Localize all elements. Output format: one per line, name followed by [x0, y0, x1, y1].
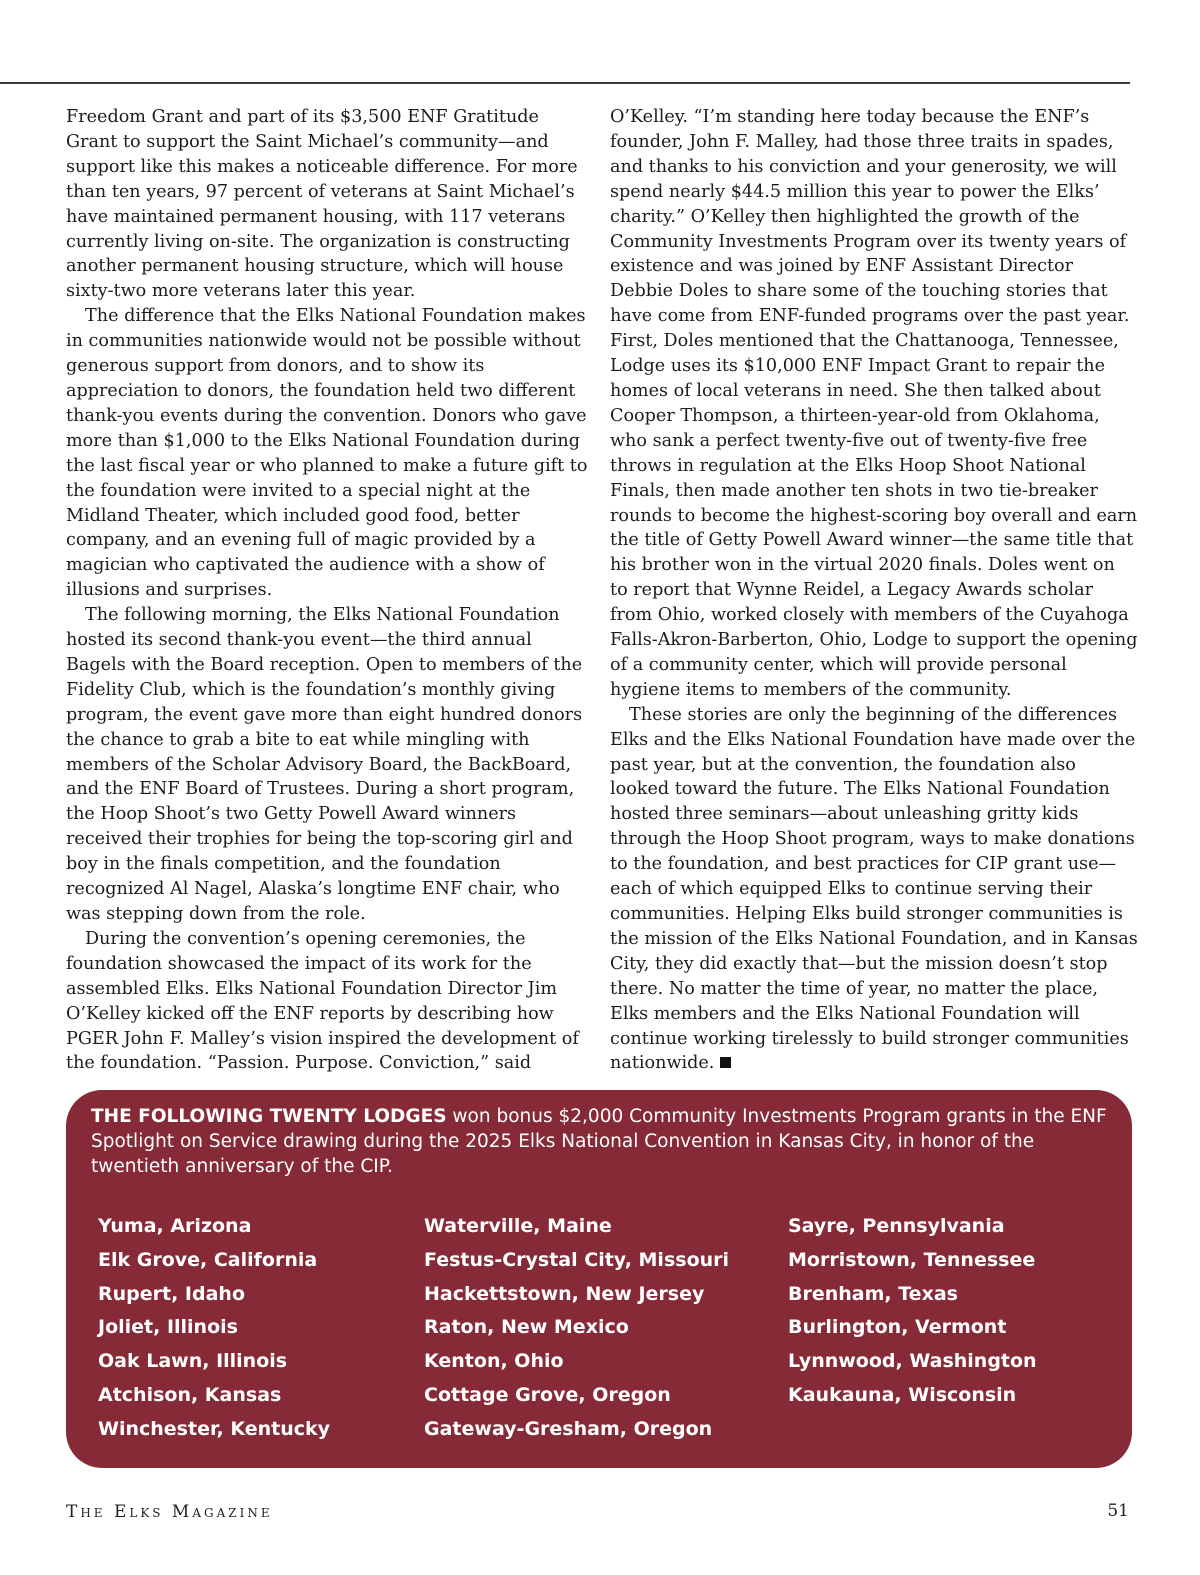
lodge-list-item: Gateway-Gresham, Oregon [424, 1417, 713, 1440]
lodge-list-item: Kaukauna, Wisconsin [788, 1383, 1017, 1406]
lodge-list-item: Waterville, Maine [424, 1215, 612, 1237]
lodge-list-column-2 [424, 1210, 729, 1447]
lodge-list-item: Burlington, Vermont [788, 1316, 1007, 1339]
lodge-list-item: Lynnwood, Washington [788, 1350, 1037, 1373]
lodge-list-item: Yuma, Arizona [98, 1215, 252, 1237]
footer-page-number: 51 [1107, 1501, 1129, 1521]
lodge-list-item: Morristown, Tennessee [788, 1248, 1036, 1271]
lodges-callout-box [66, 1090, 1132, 1468]
lodge-list-column-1 [98, 1210, 330, 1447]
article-paragraph: During the convention’s opening ceremonies, the foundation showcased the impact of its work for the assembled Elks. Elks National Foundation Director Jim O’Kelley kicked off the ENF reports by describing how PGER John F. Malley’s vision inspired the development of the foundation. “Passion. Purpose. Conviction,” said [66, 928, 579, 1074]
lodge-list-item: Festus-Crystal City, Missouri [424, 1248, 730, 1271]
end-of-article-square-icon [720, 1057, 731, 1068]
lodge-list-item: Joliet, Illinois [98, 1316, 238, 1339]
article-paragraph-text: These stories are only the beginning of the differences Elks and the Elks National Foundation have made over the past year, but at the convention, the foundation also looked toward the future. The Elks National Foundation hosted three seminars—about unleashing gritty kids through the Hoop Shoot program, ways to make donations to the foundation, and best practices for CIP grant use—each of which equipped Elks to continue serving their communities. Helping Elks build stronger communities is the mission of the Elks National Foundation, and in Kansas City, they did exactly that—but the mission doesn’t stop there. No matter the time of year, no matter the place, Elks members and the Elks National Foundation will continue working tirelessly to build stronger communities nationwide. [610, 704, 1138, 1074]
article-paragraph: The following morning, the Elks National Foundation hosted its second thank-you event—the third annual Bagels with the Board reception. Open to members of the Fidelity Club, which is the foundation’s monthly giving program, the event gave more than eight hundred donors the chance to grab a bite to eat while mingling with members of the Scholar Advisory Board, the BackBoard, and the ENF Board of Trustees. During a short program, the Hoop Shoot’s two Getty Powell Award winners received their trophies for being the top-scoring girl and boy in the finals competition, and the foundation recognized Al Nagel, Alaska’s longtime ENF chair, who was stepping down from the role. [66, 605, 583, 924]
article-paragraph: O’Kelley. “I’m standing here today because the ENF’s founder, John F. Malley, had those three traits in spades, and thanks to his conviction and your generosity, we will spend nearly $44.5 million this year to power the Elks’ charity.” O’Kelley then highlighted the growth of the Community Investments Program over its twenty years of existence and was joined by ENF Assistant Director Debbie Doles to share some of the touching stories that have come from ENF-funded programs over the past year. First, Doles mentioned that the Chattanooga, Tennessee, Lodge uses its $10,000 ENF Impact Grant to repair the homes of local veterans in need. She then talked about Cooper Thompson, a thirteen-year-old from Oklahoma, who sank a perfect twenty-five out of twenty-five free throws in regulation at the Elks Hoop Shoot National Finals, then made another ten shots in two tie-breaker rounds to become the highest-scoring boy overall and earn the title of Getty Powell Award winner—the same title that his brother won in the virtual 2020 finals. Doles went on to report that Wynne Reidel, a Legacy Awards scholar from Ohio, worked closely with members of the Cuyahoga Falls-Akron-Barberton, Ohio, Lodge to support the opening of a community center, which will provide personal hygiene items to members of the community. [610, 107, 1138, 700]
lodge-list-column-3 [788, 1210, 1037, 1413]
article-column-right [610, 105, 1138, 1076]
header-rule [0, 82, 1130, 84]
callout-lead: THE FOLLOWING TWENTY LODGES [91, 1106, 447, 1127]
lodge-list-item: Cottage Grove, Oregon [424, 1383, 671, 1406]
lodge-list-item: Sayre, Pennsylvania [788, 1215, 1005, 1237]
lodge-list-item: Hackettstown, New Jersey [424, 1282, 705, 1305]
lodge-list-item: Oak Lawn, Illinois [98, 1350, 288, 1373]
callout-intro-text: won bonus $2,000 Community Investments Program grants in the ENF Spotlight on Service drawing during the 2025 Elks National Convention in Kansas City, in honor of the twentieth anniversary of the CIP. [91, 1106, 1107, 1177]
article-column-left [66, 105, 594, 1076]
article-paragraph-final [610, 703, 1138, 1077]
lodge-list-item: Atchison, Kansas [98, 1383, 282, 1406]
lodge-list-item: Raton, New Mexico [424, 1316, 629, 1339]
callout-intro [91, 1104, 1111, 1179]
lodge-list-item: Winchester, Kentucky [98, 1417, 331, 1440]
lodge-list-item: Brenham, Texas [788, 1282, 958, 1305]
article-paragraph: Freedom Grant and part of its $3,500 ENF Gratitude Grant to support the Saint Michael’s community—and support like this makes a noticeable difference. For more than ten years, 97 percent of veterans at Saint Michael’s have maintained permanent housing, with 117 veterans currently living on-site. The organization is constructing another permanent housing structure, which will house sixty-two more veterans later this year. [66, 107, 578, 302]
lodge-list-item: Kenton, Ohio [424, 1350, 564, 1373]
lodge-list-item: Elk Grove, California [98, 1248, 318, 1271]
lodge-list-item: Rupert, Idaho [98, 1282, 245, 1305]
footer-magazine-name: The Elks Magazine [66, 1502, 273, 1522]
article-paragraph: The difference that the Elks National Foundation makes in communities nationwide would not be possible without generous support from donors, and to show its appreciation to donors, the foundation held two different thank-you events during the convention. Donors who gave more than $1,000 to the Elks National Foundation during the last fiscal year or who planned to make a future gift to the foundation were invited to a special night at the Midland Theater, which included good food, better company, and an evening full of magic provided by a magician who captivated the audience with a show of illusions and surprises. [66, 306, 588, 601]
